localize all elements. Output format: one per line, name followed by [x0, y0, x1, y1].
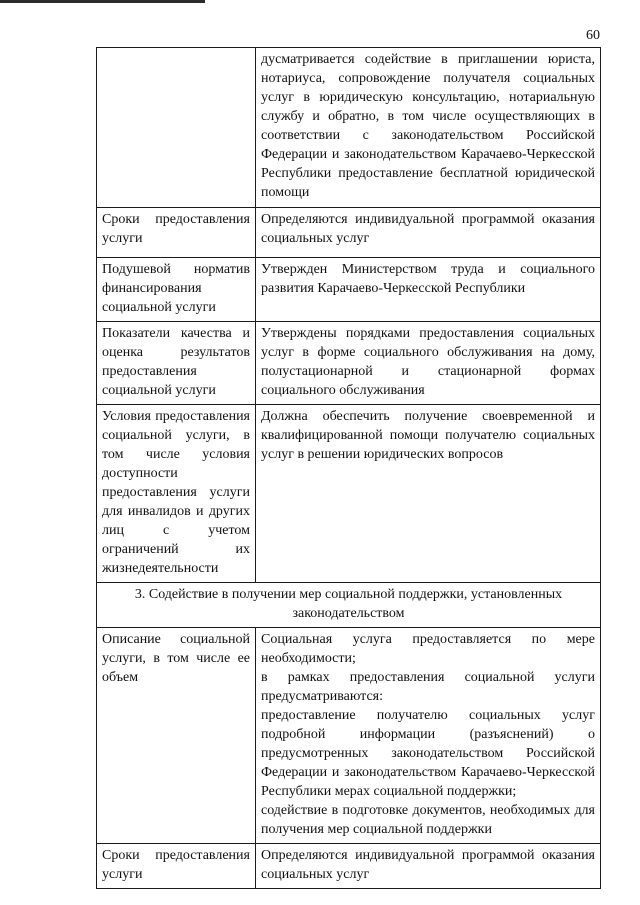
row-label: Описание социальной услуги, в том числе ее объем [97, 628, 256, 844]
row-label: Показатели качества и оценка результатов предоставления социальной услуги [97, 322, 256, 405]
row-value [256, 628, 601, 844]
table-row [97, 844, 601, 889]
row-label: Условия предоставления социальной услуги, в том числе условия доступности предоставления услуги для инвалидов и других лиц с учетом ограничений их жизнедеятельности [97, 405, 256, 583]
table-row [97, 258, 601, 322]
scan-artifact-line [0, 0, 205, 3]
service-description-table [96, 47, 601, 889]
table-row [97, 208, 601, 258]
row-label: Сроки предоставления услуги [97, 208, 256, 258]
row-value: Утвержден Министерством труда и социального развития Карачаево-Черкесской Республики [256, 258, 601, 322]
row-value: Определяются индивидуальной программой оказания социальных услуг [256, 208, 601, 258]
row-value: дусматривается содействие в приглашении юриста, нотариуса, сопровождение получателя социальных услуг в юридическую консультацию, нотариальную службу и обратно, в том числе осуществляющих в соответствии с законодательством Российской Федерации и законодательством Карачаево-Черкесской Республики предоставление бесплатной юридической помощи [256, 48, 601, 208]
row-label [97, 48, 256, 208]
table-row [97, 48, 601, 208]
row-value: Утверждены порядками предоставления социальных услуг в форме социального обслуживания на дому, полустационарной и стационарной формах социального обслуживания [256, 322, 601, 405]
description-line: Социальная услуга предоставляется по мере необходимости; [261, 632, 595, 666]
table-row [97, 628, 601, 844]
page-number: 60 [586, 28, 600, 43]
row-label: Сроки предоставления услуги [97, 844, 256, 889]
row-label: Подушевой норматив финансирования социальной услуги [97, 258, 256, 322]
description-line: содействие в подготовке документов, необходимых для получения мер социальной поддержки [261, 803, 595, 837]
table-row [97, 405, 601, 583]
description-line: предоставление получателю социальных услуг подробной информации (разъяснений) о предусмотренных законодательством Российской Федерации и законодательством Карачаево-Черкесской Республики мерах социальной поддержки; [261, 708, 595, 799]
row-value: Должна обеспечить получение своевременной и квалифицированной помощи получателю социальных услуг в решении юридических вопросов [256, 405, 601, 583]
row-value: Определяются индивидуальной программой оказания социальных услуг [256, 844, 601, 889]
description-line: в рамках предоставления социальной услуги предусматриваются: [261, 670, 595, 704]
section-header-row [97, 583, 601, 628]
table-row [97, 322, 601, 405]
section-title: 3. Содействие в получении мер социальной поддержки, установленных законодательством [97, 583, 601, 628]
